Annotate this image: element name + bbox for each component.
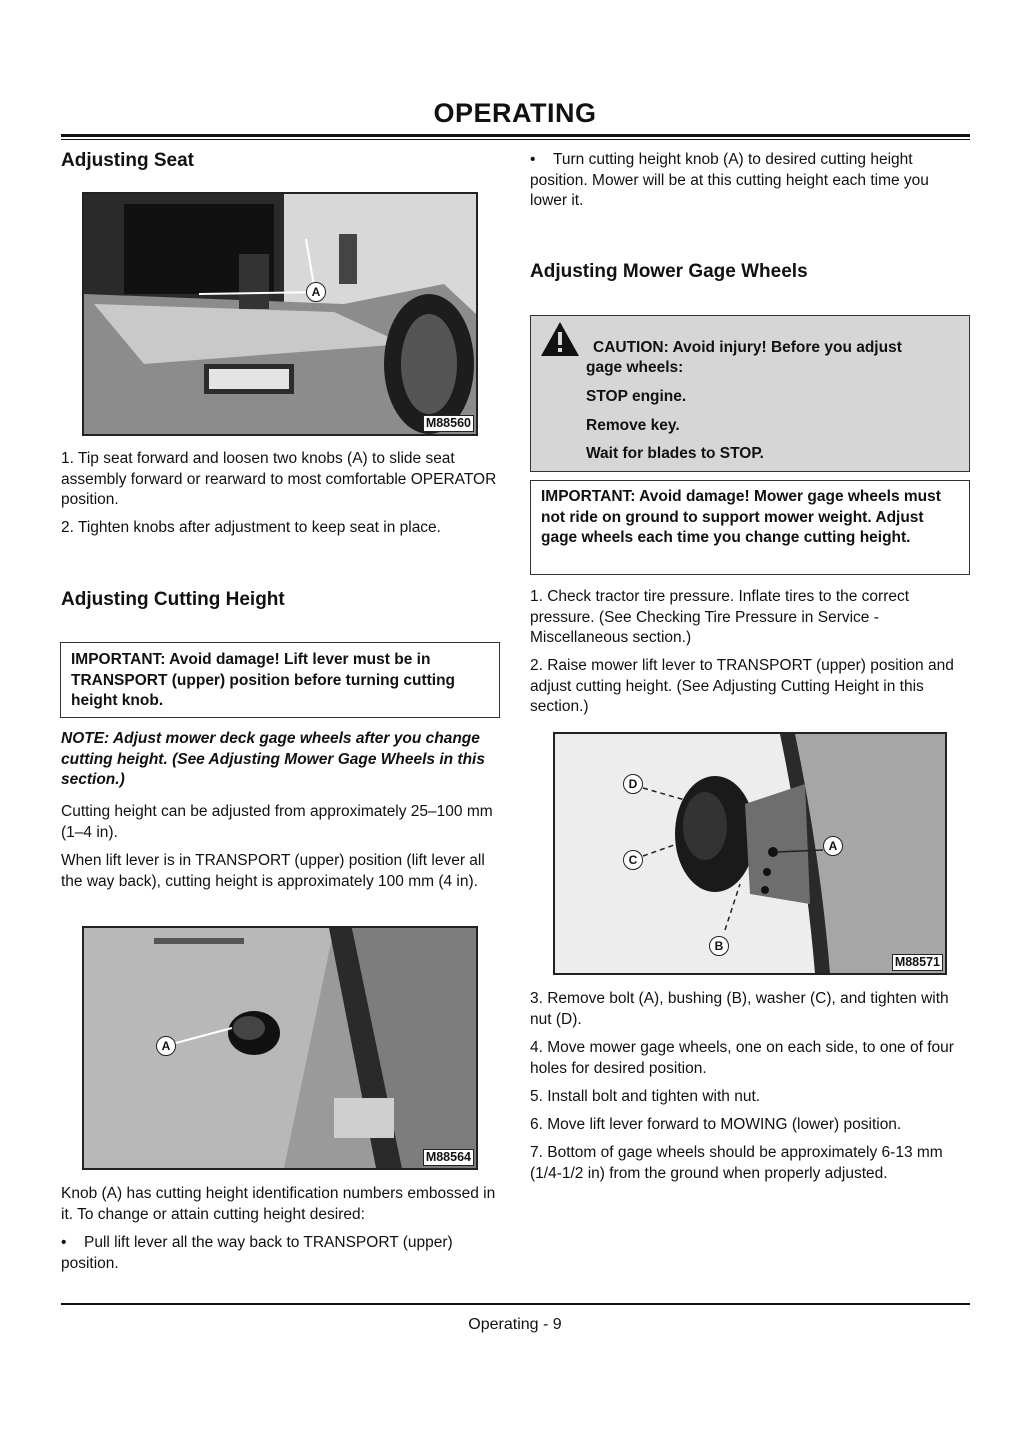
gage-step-6: 6. Move lift lever forward to MOWING (lower) position. xyxy=(530,1116,902,1133)
page-number: Operating - 9 xyxy=(468,1316,562,1333)
important-text: IMPORTANT: Avoid damage! Mower gage wheels must not ride on ground to support mower weight. Adjust gage wheels each time you change cutting height. xyxy=(541,488,941,546)
gage-wheel-photo xyxy=(553,732,947,975)
caution-line-5: Wait for blades to STOP. xyxy=(586,445,764,462)
bullet-icon: • xyxy=(61,1234,67,1251)
callout-d: D xyxy=(623,774,643,794)
caution-line-2: gage wheels: xyxy=(586,359,684,376)
knob-photo xyxy=(82,926,478,1170)
caution-line-3: STOP engine. xyxy=(586,388,687,405)
caution-line-4: Remove key. xyxy=(586,417,680,434)
photo-tag: M88571 xyxy=(892,954,943,971)
caution-box xyxy=(530,315,970,472)
warning-triangle-icon xyxy=(539,320,581,358)
bullet-item-2 xyxy=(530,150,970,212)
important-box xyxy=(530,480,970,575)
cutting-para-1: Cutting height can be adjusted from approximately 25–100 mm (1–4 in). xyxy=(61,803,493,841)
callout-a: A xyxy=(156,1036,176,1056)
callout-b: B xyxy=(709,936,729,956)
gage-step-4: 4. Move mower gage wheels, one on each side, to one of four holes for desired position. xyxy=(530,1039,954,1077)
callout-a: A xyxy=(306,282,326,302)
header-rule-thin xyxy=(61,139,970,140)
header-rule xyxy=(61,134,970,137)
note-text: NOTE: Adjust mower deck gage wheels after you change cutting height. (See Adjusting Mower Gage Wheels in this section.) xyxy=(61,730,485,788)
seat-step-1: 1. Tip seat forward and loosen two knobs (A) to slide seat assembly forward or rearward to most comfortable OPERATOR position. xyxy=(61,450,497,508)
photo-tag: M88564 xyxy=(423,1149,474,1166)
gage-step-7: 7. Bottom of gage wheels should be approximately 6-13 mm (1/4-1/2 in) from the ground when properly adjusted. xyxy=(530,1144,943,1182)
bullet-item-1 xyxy=(61,1233,501,1274)
important-box xyxy=(60,642,500,718)
page-title: OPERATING xyxy=(433,98,597,128)
cutting-para-3: Knob (A) has cutting height identification numbers embossed in it. To change or attain cutting height desired: xyxy=(61,1185,496,1223)
bullet-text: Pull lift lever all the way back to TRANSPORT (upper) position. xyxy=(61,1234,453,1272)
gage-step-1: 1. Check tractor tire pressure. Inflate tires to the correct pressure. (See Checking Tire Pressure in Service - Miscellaneous section.) xyxy=(530,588,910,646)
cutting-para-2: When lift lever is in TRANSPORT (upper) position (lift lever all the way back), cutting height is approximately 100 mm (4 in). xyxy=(61,852,485,890)
important-text: IMPORTANT: Avoid damage! Lift lever must be in TRANSPORT (upper) position before turning cutting height knob. xyxy=(71,651,456,709)
seat-photo xyxy=(82,192,478,436)
adjusting-cutting-height-heading: Adjusting Cutting Height xyxy=(61,589,285,610)
caution-line-1: CAUTION: Avoid injury! Before you adjust xyxy=(593,339,902,356)
gage-step-5: 5. Install bolt and tighten with nut. xyxy=(530,1088,761,1105)
bullet-text: Turn cutting height knob (A) to desired cutting height position. Mower will be at this cutting height each time you lower it. xyxy=(530,151,929,209)
gage-step-2: 2. Raise mower lift lever to TRANSPORT (upper) position and adjust cutting height. (See Adjusting Cutting Height in this section.) xyxy=(530,657,954,715)
bullet-icon: • xyxy=(530,151,536,168)
callout-c: C xyxy=(623,850,643,870)
adjusting-gage-wheels-heading: Adjusting Mower Gage Wheels xyxy=(530,261,808,282)
seat-step-2: 2. Tighten knobs after adjustment to keep seat in place. xyxy=(61,519,441,536)
photo-tag: M88560 xyxy=(423,415,474,432)
adjusting-seat-heading: Adjusting Seat xyxy=(61,150,195,171)
gage-step-3: 3. Remove bolt (A), bushing (B), washer (C), and tighten with nut (D). xyxy=(530,990,949,1028)
callout-a: A xyxy=(823,836,843,856)
footer-rule xyxy=(61,1303,970,1305)
